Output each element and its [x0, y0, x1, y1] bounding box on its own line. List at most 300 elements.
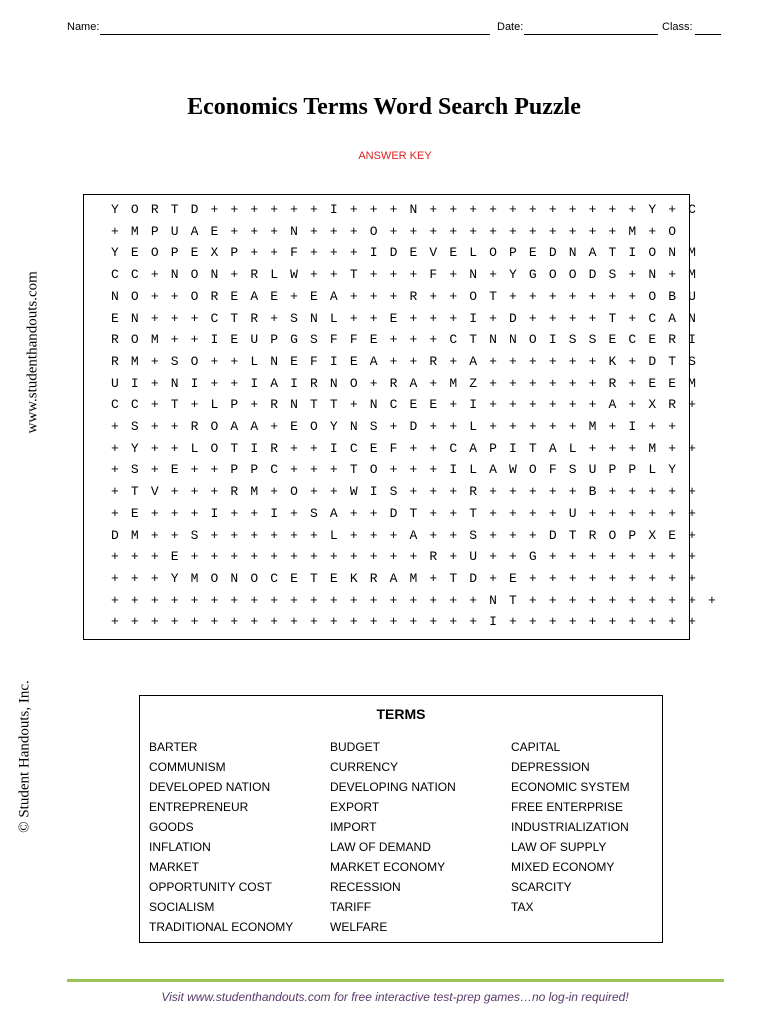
- grid-cell: +: [469, 592, 478, 608]
- grid-cell: O: [608, 527, 617, 543]
- grid-cell: +: [608, 202, 617, 217]
- grid-cell: +: [150, 310, 159, 326]
- grid-cell: +: [528, 353, 537, 369]
- grid-cell: +: [369, 288, 378, 304]
- grid-cell: R: [608, 375, 617, 391]
- grid-cell: +: [369, 527, 378, 543]
- grid-cell: +: [489, 549, 497, 565]
- grid-cell: +: [668, 440, 677, 456]
- grid-cell: +: [608, 570, 617, 586]
- grid-cell: +: [628, 310, 637, 326]
- grid-cell: +: [648, 223, 657, 239]
- grid-cell: D: [469, 570, 478, 586]
- grid-cell: +: [548, 570, 557, 586]
- grid-cell: +: [170, 332, 179, 348]
- grid-cell: +: [509, 353, 517, 369]
- grid-cell: +: [668, 267, 677, 283]
- grid-cell: +: [548, 419, 557, 434]
- grid-cell: R: [111, 332, 119, 348]
- grid-cell: P: [230, 245, 239, 261]
- grid-cell: E: [170, 549, 179, 565]
- grid-cell: +: [509, 223, 517, 239]
- grid-cell: +: [130, 549, 139, 565]
- grid-cell: +: [588, 549, 597, 565]
- grid-cell: +: [230, 592, 239, 608]
- grid-cell: +: [509, 614, 517, 630]
- grid-cell: I: [509, 440, 517, 456]
- grid-cell: T: [449, 570, 458, 586]
- grid-cell: R: [588, 527, 597, 543]
- grid-cell: V: [429, 245, 438, 261]
- grid-cell: C: [270, 462, 279, 478]
- grid-cell: +: [588, 570, 597, 586]
- grid-cell: M: [130, 223, 139, 239]
- grid-cell: +: [548, 223, 557, 239]
- grid-cell: L: [469, 419, 478, 434]
- grid-row: [84, 590, 716, 612]
- grid-cell: N: [170, 267, 179, 283]
- term-item: DEVELOPED NATION: [149, 780, 271, 794]
- grid-cell: +: [668, 614, 677, 630]
- grid-cell: +: [329, 462, 338, 478]
- term-item: RECESSION: [330, 880, 401, 894]
- grid-cell: +: [290, 202, 298, 217]
- grid-cell: +: [310, 223, 318, 239]
- grid-cell: +: [528, 223, 537, 239]
- grid-cell: +: [628, 397, 637, 413]
- grid-cell: +: [429, 614, 438, 630]
- grid-cell: +: [469, 202, 478, 217]
- grid-cell: E: [668, 527, 677, 543]
- grid-cell: +: [389, 527, 398, 543]
- term-item: DEPRESSION: [511, 760, 590, 774]
- grid-cell: U: [170, 223, 179, 239]
- grid-cell: N: [130, 310, 139, 326]
- grid-cell: +: [568, 353, 577, 369]
- grid-cell: Y: [668, 462, 677, 478]
- grid-cell: +: [489, 223, 497, 239]
- grid-cell: D: [548, 245, 557, 261]
- class-field[interactable]: [695, 34, 721, 35]
- footer-divider: [67, 979, 724, 982]
- grid-cell: +: [389, 549, 398, 565]
- term-item: DEVELOPING NATION: [330, 780, 456, 794]
- grid-cell: +: [648, 614, 657, 630]
- terms-box: [139, 695, 663, 943]
- grid-cell: D: [190, 202, 199, 217]
- grid-cell: +: [190, 592, 199, 608]
- grid-cell: +: [369, 592, 378, 608]
- grid-cell: +: [568, 310, 577, 326]
- grid-cell: E: [528, 245, 537, 261]
- term-item: LAW OF SUPPLY: [511, 840, 607, 854]
- grid-row: [84, 329, 696, 351]
- grid-cell: N: [290, 223, 298, 239]
- grid-cell: +: [449, 223, 458, 239]
- grid-cell: A: [608, 397, 617, 413]
- grid-cell: +: [369, 375, 378, 391]
- grid-cell: +: [409, 484, 418, 500]
- grid-cell: +: [210, 527, 219, 543]
- grid-cell: A: [250, 288, 259, 304]
- grid-cell: T: [349, 267, 358, 283]
- grid-cell: U: [111, 375, 119, 391]
- grid-cell: A: [548, 440, 557, 456]
- grid-cell: +: [688, 397, 696, 413]
- grid-cell: U: [469, 549, 478, 565]
- grid-row: [84, 199, 696, 221]
- grid-cell: +: [628, 353, 637, 369]
- grid-cell: E: [648, 332, 657, 348]
- grid-cell: M: [628, 223, 637, 239]
- grid-cell: S: [568, 462, 577, 478]
- grid-cell: +: [588, 397, 597, 413]
- grid-cell: +: [270, 310, 279, 326]
- grid-cell: P: [250, 462, 259, 478]
- class-label: Class:: [662, 21, 693, 33]
- term-item: ENTREPRENEUR: [149, 800, 249, 814]
- grid-cell: A: [588, 245, 597, 261]
- grid-cell: +: [349, 202, 358, 217]
- grid-cell: +: [310, 440, 318, 456]
- grid-cell: T: [568, 527, 577, 543]
- grid-cell: +: [608, 549, 617, 565]
- grid-cell: +: [528, 614, 537, 630]
- term-item: SOCIALISM: [149, 900, 215, 914]
- grid-cell: +: [369, 267, 378, 283]
- grid-cell: F: [389, 440, 398, 456]
- grid-cell: V: [150, 484, 159, 500]
- grid-cell: R: [668, 332, 677, 348]
- term-item: CURRENCY: [330, 760, 399, 774]
- grid-cell: +: [648, 505, 657, 521]
- grid-cell: T: [230, 440, 239, 456]
- grid-cell: +: [429, 505, 438, 521]
- grid-cell: N: [290, 397, 298, 413]
- grid-cell: O: [250, 570, 259, 586]
- grid-cell: Y: [111, 245, 119, 261]
- grid-cell: +: [568, 288, 577, 304]
- grid-cell: A: [329, 288, 338, 304]
- grid-cell: +: [230, 505, 239, 521]
- grid-row: [84, 459, 689, 481]
- grid-cell: +: [608, 614, 617, 630]
- grid-cell: +: [668, 570, 677, 586]
- grid-cell: D: [588, 267, 597, 283]
- grid-cell: +: [230, 549, 239, 565]
- date-label: Date:: [497, 21, 524, 33]
- grid-cell: +: [150, 375, 159, 391]
- grid-cell: Y: [648, 202, 657, 217]
- grid-cell: +: [230, 223, 239, 239]
- term-item: IMPORT: [330, 820, 377, 834]
- grid-cell: +: [608, 505, 617, 521]
- grid-cell: +: [250, 245, 259, 261]
- grid-cell: +: [210, 549, 219, 565]
- grid-cell: C: [688, 202, 696, 217]
- grid-cell: I: [190, 375, 199, 391]
- grid-cell: +: [190, 310, 199, 326]
- grid-cell: F: [349, 332, 358, 348]
- grid-cell: C: [449, 440, 458, 456]
- grid-cell: +: [489, 375, 497, 391]
- grid-cell: +: [489, 527, 497, 543]
- grid-row: [84, 286, 696, 308]
- grid-cell: +: [210, 462, 219, 478]
- grid-cell: +: [628, 549, 637, 565]
- grid-cell: W: [349, 484, 358, 500]
- grid-cell: X: [648, 527, 657, 543]
- grid-cell: +: [429, 570, 438, 586]
- grid-row: [84, 481, 696, 503]
- grid-cell: +: [449, 592, 458, 608]
- grid-cell: +: [230, 267, 239, 283]
- grid-cell: +: [170, 592, 179, 608]
- grid-cell: +: [230, 527, 239, 543]
- grid-cell: A: [409, 375, 418, 391]
- grid-cell: T: [489, 288, 497, 304]
- copyright-side-text: © Student Handouts, Inc.: [16, 680, 33, 833]
- grid-row: [84, 394, 696, 416]
- grid-cell: +: [628, 614, 637, 630]
- term-item: CAPITAL: [511, 740, 561, 754]
- grid-cell: +: [588, 440, 597, 456]
- grid-cell: +: [150, 527, 159, 543]
- grid-cell: +: [628, 570, 637, 586]
- grid-cell: I: [688, 332, 696, 348]
- grid-cell: +: [648, 570, 657, 586]
- grid-cell: S: [130, 462, 139, 478]
- grid-cell: I: [210, 505, 219, 521]
- grid-cell: +: [509, 202, 517, 217]
- grid-cell: C: [648, 310, 657, 326]
- grid-cell: E: [429, 397, 438, 413]
- grid-cell: L: [469, 462, 478, 478]
- grid-cell: E: [509, 570, 517, 586]
- grid-cell: R: [230, 484, 239, 500]
- grid-cell: +: [270, 592, 279, 608]
- grid-cell: +: [608, 223, 617, 239]
- grid-cell: P: [489, 440, 497, 456]
- grid-cell: L: [329, 527, 338, 543]
- grid-cell: +: [150, 440, 159, 456]
- grid-row: [84, 242, 696, 264]
- grid-cell: +: [469, 614, 478, 630]
- grid-cell: N: [310, 310, 318, 326]
- grid-cell: +: [449, 614, 458, 630]
- grid-cell: E: [648, 375, 657, 391]
- grid-cell: T: [469, 505, 478, 521]
- grid-cell: O: [210, 570, 219, 586]
- term-item: BARTER: [149, 740, 198, 754]
- grid-cell: O: [528, 462, 537, 478]
- grid-cell: R: [429, 549, 438, 565]
- grid-cell: N: [329, 375, 338, 391]
- name-field[interactable]: [100, 34, 490, 35]
- grid-cell: L: [329, 310, 338, 326]
- grid-cell: M: [588, 419, 597, 434]
- grid-cell: S: [310, 332, 318, 348]
- grid-cell: M: [688, 375, 696, 391]
- grid-cell: +: [270, 484, 279, 500]
- grid-cell: +: [449, 419, 458, 434]
- grid-cell: +: [310, 484, 318, 500]
- grid-cell: +: [588, 505, 597, 521]
- grid-cell: +: [290, 614, 298, 630]
- grid-cell: R: [270, 440, 279, 456]
- grid-cell: T: [310, 570, 318, 586]
- grid-cell: E: [608, 332, 617, 348]
- grid-cell: +: [150, 462, 159, 478]
- grid-cell: C: [130, 397, 139, 413]
- grid-cell: +: [190, 484, 199, 500]
- grid-cell: Y: [170, 570, 179, 586]
- term-item: COMMUNISM: [149, 760, 226, 774]
- grid-cell: +: [608, 592, 617, 608]
- grid-cell: +: [369, 310, 378, 326]
- grid-cell: +: [349, 505, 358, 521]
- grid-cell: X: [648, 397, 657, 413]
- grid-cell: +: [329, 592, 338, 608]
- grid-cell: +: [409, 223, 418, 239]
- grid-cell: +: [469, 223, 478, 239]
- grid-cell: +: [608, 288, 617, 304]
- grid-cell: +: [628, 505, 637, 521]
- term-item: BUDGET: [330, 740, 381, 754]
- grid-cell: Y: [130, 440, 139, 456]
- grid-cell: T: [509, 592, 517, 608]
- grid-cell: I: [469, 397, 478, 413]
- terms-title: TERMS: [376, 706, 426, 722]
- grid-cell: E: [111, 310, 119, 326]
- grid-cell: +: [190, 614, 199, 630]
- grid-cell: B: [668, 288, 677, 304]
- grid-cell: +: [648, 419, 657, 434]
- grid-cell: +: [170, 614, 179, 630]
- grid-cell: +: [449, 310, 458, 326]
- grid-cell: N: [409, 202, 418, 217]
- grid-cell: Z: [469, 375, 478, 391]
- grid-cell: +: [150, 549, 159, 565]
- grid-cell: +: [170, 288, 179, 304]
- grid-cell: +: [509, 505, 517, 521]
- grid-cell: E: [389, 310, 398, 326]
- grid-cell: +: [349, 549, 358, 565]
- grid-cell: +: [628, 440, 637, 456]
- grid-cell: +: [150, 397, 159, 413]
- grid-cell: A: [230, 419, 239, 434]
- grid-cell: +: [449, 267, 458, 283]
- grid-cell: +: [608, 440, 617, 456]
- grid-cell: +: [528, 592, 537, 608]
- grid-cell: +: [449, 484, 458, 500]
- grid-cell: D: [509, 310, 517, 326]
- grid-cell: N: [489, 332, 497, 348]
- grid-cell: N: [489, 592, 497, 608]
- grid-cell: P: [628, 462, 637, 478]
- grid-cell: +: [688, 570, 696, 586]
- grid-cell: C: [349, 440, 358, 456]
- grid-row: [84, 373, 696, 395]
- grid-cell: +: [170, 505, 179, 521]
- grid-cell: +: [509, 484, 517, 500]
- grid-cell: +: [548, 353, 557, 369]
- date-field[interactable]: [524, 34, 658, 35]
- grid-cell: I: [290, 375, 298, 391]
- grid-row: [84, 611, 696, 633]
- grid-cell: I: [628, 245, 637, 261]
- grid-cell: +: [170, 310, 179, 326]
- grid-cell: +: [568, 592, 577, 608]
- grid-cell: +: [389, 332, 398, 348]
- grid-cell: C: [111, 267, 119, 283]
- grid-cell: +: [210, 614, 219, 630]
- grid-cell: E: [130, 505, 139, 521]
- grid-cell: M: [190, 570, 199, 586]
- grid-cell: O: [369, 462, 378, 478]
- grid-cell: A: [329, 505, 338, 521]
- grid-cell: +: [369, 614, 378, 630]
- grid-cell: W: [290, 267, 298, 283]
- grid-cell: S: [369, 419, 378, 434]
- grid-cell: C: [130, 267, 139, 283]
- grid-cell: +: [329, 267, 338, 283]
- grid-cell: +: [150, 592, 159, 608]
- grid-cell: +: [429, 462, 438, 478]
- grid-cell: +: [310, 462, 318, 478]
- grid-cell: M: [130, 527, 139, 543]
- grid-cell: R: [310, 375, 318, 391]
- grid-cell: +: [588, 202, 597, 217]
- grid-cell: C: [270, 570, 279, 586]
- grid-cell: E: [310, 288, 318, 304]
- term-item: WELFARE: [330, 920, 388, 934]
- grid-cell: +: [270, 223, 279, 239]
- grid-cell: +: [429, 592, 438, 608]
- grid-cell: S: [588, 332, 597, 348]
- grid-cell: I: [489, 614, 497, 630]
- grid-row: [84, 264, 696, 286]
- grid-cell: +: [349, 245, 358, 261]
- grid-cell: +: [548, 310, 557, 326]
- term-item: TAX: [511, 900, 534, 914]
- grid-cell: I: [329, 440, 338, 456]
- grid-cell: P: [270, 332, 279, 348]
- grid-cell: R: [111, 353, 119, 369]
- grid-cell: +: [628, 592, 637, 608]
- grid-cell: S: [389, 484, 398, 500]
- grid-cell: +: [489, 310, 497, 326]
- grid-cell: +: [329, 245, 338, 261]
- grid-cell: N: [469, 267, 478, 283]
- grid-cell: +: [548, 505, 557, 521]
- grid-cell: O: [130, 202, 139, 217]
- grid-cell: +: [588, 353, 597, 369]
- grid-cell: +: [270, 614, 279, 630]
- grid-cell: +: [588, 375, 597, 391]
- grid-cell: +: [668, 484, 677, 500]
- grid-cell: T: [349, 462, 358, 478]
- grid-cell: E: [290, 353, 298, 369]
- grid-cell: A: [469, 440, 478, 456]
- grid-cell: U: [688, 288, 696, 304]
- grid-cell: E: [668, 375, 677, 391]
- grid-cell: +: [528, 570, 537, 586]
- grid-cell: +: [111, 462, 119, 478]
- grid-cell: +: [190, 549, 199, 565]
- grid-cell: +: [489, 267, 497, 283]
- term-item: INDUSTRIALIZATION: [511, 820, 629, 834]
